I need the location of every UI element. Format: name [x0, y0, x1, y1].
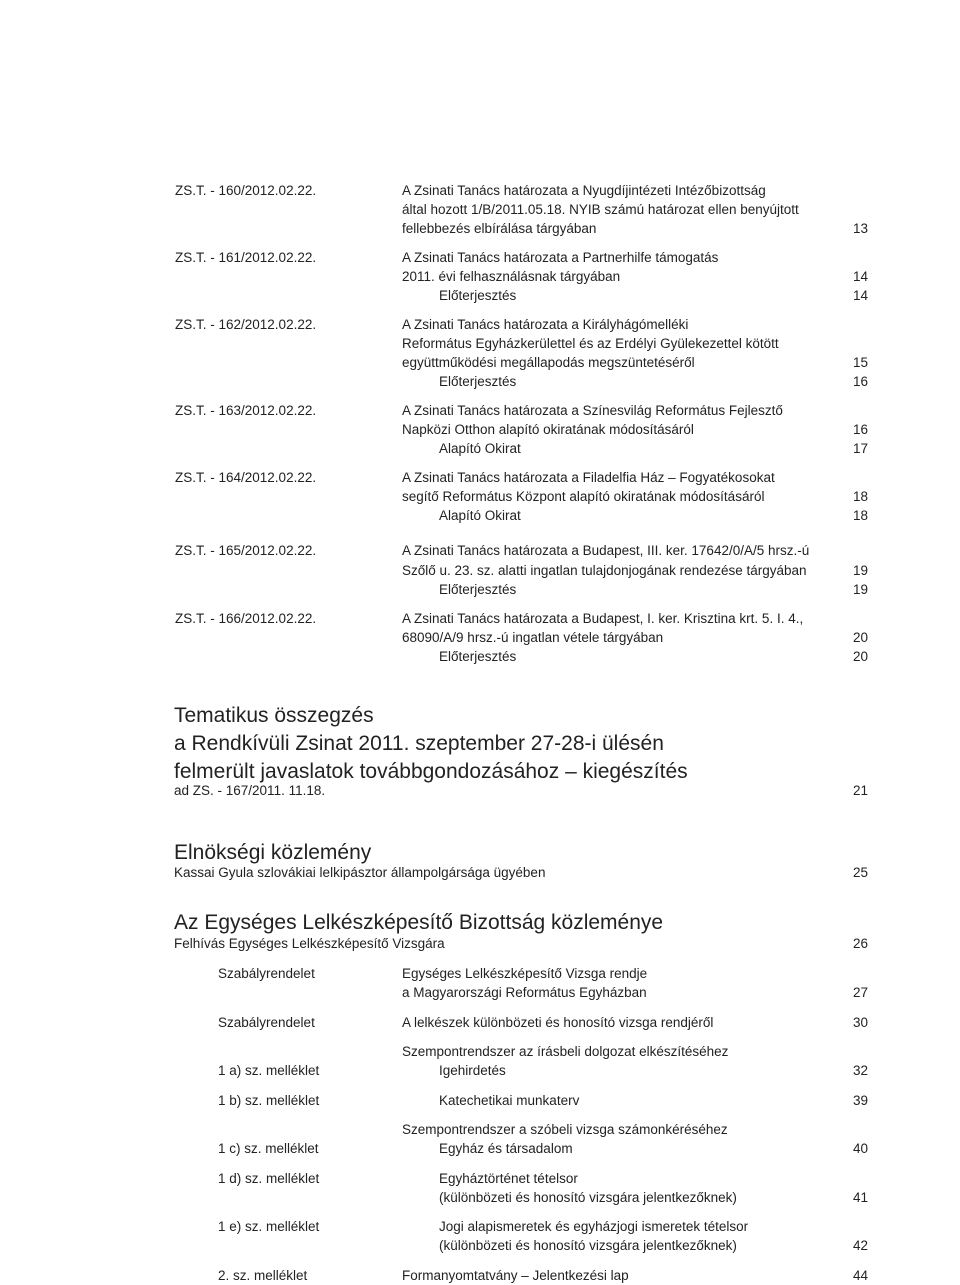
resolution-line: A Zsinati Tanács határozata a Budapest, I. ker. Krisztina krt. 5. I. 4., — [402, 611, 804, 626]
annex-text: Jogi alapismeretek és egyházjogi ismeretek tételsor — [439, 1219, 749, 1234]
page-number: 41 — [852, 1190, 868, 1205]
annex-label: Szabályrendelet — [218, 1015, 315, 1030]
page-number: 30 — [852, 1015, 868, 1030]
resolution-attachment: Előterjesztés — [439, 374, 517, 389]
annex-label: 1 e) sz. melléklet — [218, 1219, 320, 1234]
resolution-line: A Zsinati Tanács határozata a Partnerhilfe támogatás — [402, 250, 719, 265]
annex-label: 2. sz. melléklet — [218, 1268, 308, 1283]
resolution-attachment: Előterjesztés — [439, 649, 517, 664]
resolution-line: A Zsinati Tanács határozata a Budapest, III. ker. 17642/0/A/5 hrsz.-ú — [402, 543, 810, 558]
page-number: 20 — [852, 630, 868, 645]
resolution-line: Református Egyházkerülettel és az Erdélyi Gyülekezettel kötött — [402, 336, 779, 351]
page-number: 14 — [852, 288, 868, 303]
page-number: 40 — [852, 1141, 868, 1156]
resolution-attachment: Előterjesztés — [439, 288, 517, 303]
resolution-line: 68090/A/9 hrsz.-ú ingatlan vétele tárgyában — [402, 630, 664, 645]
resolution-line: A Zsinati Tanács határozata a Nyugdíjintézeti Intézőbizottság — [402, 183, 766, 198]
page-number: 26 — [852, 936, 868, 951]
annex-label: 1 a) sz. melléklet — [218, 1063, 320, 1078]
resolution-line: A Zsinati Tanács határozata a Filadelfia Ház – Fogyatékosokat — [402, 470, 775, 485]
resolution-code: ZS.T. - 165/2012.02.22. — [175, 543, 317, 558]
annex-label: 1 c) sz. melléklet — [218, 1141, 319, 1156]
resolution-code: ZS.T. - 161/2012.02.22. — [175, 250, 317, 265]
annex-text: (különbözeti és honosító vizsgára jelentkezőknek) — [439, 1190, 737, 1205]
resolution-line: 2011. évi felhasználásnak tárgyában — [402, 269, 621, 284]
resolution-line: A Zsinati Tanács határozata a Királyhágómelléki — [402, 317, 689, 332]
section-heading: a Rendkívüli Zsinat 2011. szeptember 27-28-i ülésén — [174, 732, 664, 755]
resolution-line: együttműködési megállapodás megszüntetéséről — [402, 355, 695, 370]
page-number: 44 — [852, 1268, 868, 1283]
annex-text: Formanyomtatvány – Jelentkezési lap — [402, 1268, 629, 1283]
resolution-attachment: Előterjesztés — [439, 582, 517, 597]
annex-label: 1 b) sz. melléklet — [218, 1093, 320, 1108]
page-number: 20 — [852, 649, 868, 664]
page-number: 15 — [852, 355, 868, 370]
page-number: 16 — [852, 374, 868, 389]
page-number: 19 — [852, 563, 868, 578]
section-heading: Az Egységes Lelkészképesítő Bizottság közleménye — [174, 911, 664, 934]
section-heading: Elnökségi közlemény — [174, 841, 372, 864]
page-number: 19 — [852, 582, 868, 597]
resolution-line: fellebbezés elbírálása tárgyában — [402, 221, 597, 236]
resolution-code: ZS.T. - 160/2012.02.22. — [175, 183, 317, 198]
resolution-code: ZS.T. - 166/2012.02.22. — [175, 611, 317, 626]
annex-label: 1 d) sz. melléklet — [218, 1171, 320, 1186]
resolution-line: által hozott 1/B/2011.05.18. NYIB számú határozat ellen benyújtott — [402, 202, 799, 217]
annex-text: a Magyarországi Református Egyházban — [402, 985, 647, 1000]
resolution-line: Szőlő u. 23. sz. alatti ingatlan tulajdonjogának rendezése tárgyában — [402, 563, 807, 578]
page-number: 21 — [852, 783, 868, 798]
page-number: 27 — [852, 985, 868, 1000]
annex-text: (különbözeti és honosító vizsgára jelentkezőknek) — [439, 1238, 737, 1253]
resolution-line: segítő Református Központ alapító okiratának módosításáról — [402, 489, 765, 504]
page-number: 32 — [852, 1063, 868, 1078]
annex-text: Egyháztörténet tételsor — [439, 1171, 578, 1186]
resolution-code: ZS.T. - 164/2012.02.22. — [175, 470, 317, 485]
page-number: 25 — [852, 865, 868, 880]
annex-label: Szabályrendelet — [218, 966, 315, 981]
annex-text: Egyház és társadalom — [439, 1141, 573, 1156]
section-subtitle: Felhívás Egységes Lelkészképesítő Vizsgára — [174, 936, 445, 951]
page-number: 16 — [852, 422, 868, 437]
page-number: 42 — [852, 1238, 868, 1253]
resolution-code: ZS.T. - 162/2012.02.22. — [175, 317, 317, 332]
annex-text: Katechetikai munkaterv — [439, 1093, 580, 1108]
annex-text: Szempontrendszer az írásbeli dolgozat elkészítéséhez — [402, 1044, 729, 1059]
resolution-code: ZS.T. - 163/2012.02.22. — [175, 403, 317, 418]
section-subtitle: ad ZS. - 167/2011. 11.18. — [174, 783, 326, 798]
section-subtitle: Kassai Gyula szlovákiai lelkipásztor állampolgársága ügyében — [174, 865, 546, 880]
section-heading: Tematikus összegzés — [174, 704, 374, 727]
annex-text: Igehirdetés — [439, 1063, 506, 1078]
resolution-line: A Zsinati Tanács határozata a Színesvilág Református Fejlesztő — [402, 403, 783, 418]
resolution-attachment: Alapító Okirat — [439, 441, 521, 456]
page-number: 18 — [852, 508, 868, 523]
page-number: 39 — [852, 1093, 868, 1108]
annex-text: Egységes Lelkészképesítő Vizsga rendje — [402, 966, 648, 981]
page-number: 13 — [852, 221, 868, 236]
resolution-line: Napközi Otthon alapító okiratának módosításáról — [402, 422, 694, 437]
resolution-attachment: Alapító Okirat — [439, 508, 521, 523]
annex-text: Szempontrendszer a szóbeli vizsga számonkéréséhez — [402, 1122, 728, 1137]
page-number: 14 — [852, 269, 868, 284]
page-number: 18 — [852, 489, 868, 504]
section-heading: felmerült javaslatok továbbgondozásához – kiegészítés — [174, 760, 688, 783]
annex-text: A lelkészek különbözeti és honosító vizsga rendjéről — [402, 1015, 714, 1030]
page-number: 17 — [852, 441, 868, 456]
